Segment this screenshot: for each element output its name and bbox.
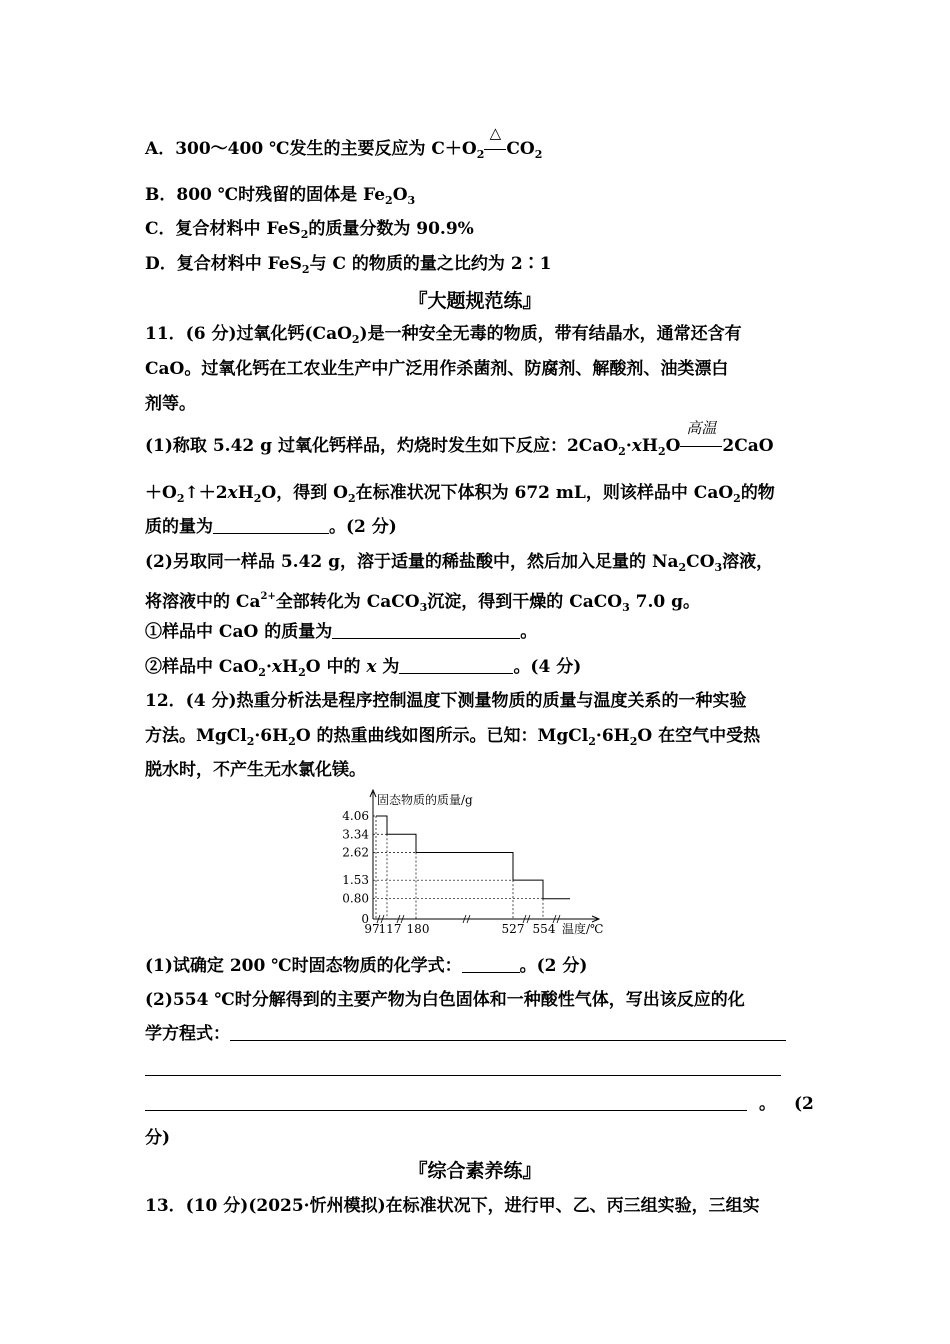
q12-part2-line1: (2)554 ℃时分解得到的主要产物为白色固体和一种酸性气体，写出该反应的化 bbox=[145, 990, 745, 1010]
q11-part1-line3: 质的量为 。(2 分) bbox=[145, 517, 397, 537]
answer-blank[interactable] bbox=[399, 657, 513, 674]
y-tick-label: 0.80 bbox=[342, 891, 369, 906]
q11-part2-line1: (2)另取同一样品 5.42 g，溶于适量的稀盐酸中，然后加入足量的 $Na_2CO_3$溶液， bbox=[145, 552, 774, 574]
q11-part1-line2: $+O_2↑+2xH_2O$，得到 $O_2$在标准状况下体积为 672 mL，则该样品中 CaO$_2$的物 bbox=[145, 483, 775, 505]
q12-part2-line3 bbox=[145, 1057, 781, 1081]
option-a: A．300～400 ℃发生的主要反应为 $C+O_2$ △ $CO_2$ bbox=[145, 124, 543, 161]
q11-line2: CaO。过氧化钙在工农业生产中广泛用作杀菌剂、防腐剂、解酸剂、油类漂白 bbox=[145, 359, 729, 379]
mass-curve bbox=[376, 816, 570, 899]
answer-blank[interactable] bbox=[145, 1094, 747, 1111]
y-tick-label: 4.06 bbox=[342, 809, 369, 823]
section-title-1: 『大题规范练』 bbox=[408, 290, 542, 312]
y-tick-label: 3.34 bbox=[342, 827, 369, 842]
option-b: B．800 ℃时残留的固体是 $Fe_2O_3$ bbox=[145, 185, 416, 207]
q13-line1: 13．(10 分)(2025·忻州模拟)在标准状况下，进行甲、乙、丙三组实验，三组实 bbox=[145, 1196, 760, 1216]
chart-axes bbox=[370, 790, 599, 923]
x-tick-label: 180 bbox=[406, 922, 430, 936]
y-tick-label: 2.62 bbox=[342, 845, 369, 860]
q12-line2: 方法。$MgCl_2\cdot 6H_2O$ 的热重曲线如图所示。已知：$MgCl_2\cdot 6H_2O$ 在空气中受热 bbox=[145, 726, 761, 748]
q12-line1: 12．(4 分)热重分析法是程序控制温度下测量物质的质量与温度关系的一种实验 bbox=[145, 691, 747, 711]
q12-score-end: 分) bbox=[145, 1128, 171, 1148]
chart-labels bbox=[342, 792, 603, 936]
y-tick-label: 1.53 bbox=[342, 873, 369, 888]
section-title-2: 『综合素养练』 bbox=[408, 1160, 542, 1182]
q11-line3: 剂等。 bbox=[145, 394, 196, 414]
option-d: D．复合材料中 FeS$_2$与 C 的物质的量之比约为 2∶1 bbox=[145, 254, 552, 276]
x-axis-label: 温度/℃ bbox=[562, 922, 604, 936]
answer-blank[interactable] bbox=[332, 622, 520, 639]
q11-line1: 11．(6 分)过氧化钙(CaO$_2$)是一种安全无毒的物质，带有结晶水，通常还含有 bbox=[145, 324, 742, 346]
chart-guides bbox=[373, 816, 543, 919]
x-tick-label: 527 bbox=[501, 922, 525, 936]
y-tick-label: 0 bbox=[361, 912, 369, 926]
answer-blank[interactable] bbox=[462, 956, 520, 973]
q12-part2-line2: 学方程式： bbox=[145, 1022, 786, 1046]
x-tick-label: 117 bbox=[378, 922, 402, 936]
answer-blank[interactable] bbox=[213, 517, 329, 534]
answer-blank[interactable] bbox=[230, 1024, 786, 1041]
q11-part2-sub1: ①样品中 CaO 的质量为 。 bbox=[145, 622, 538, 642]
option-c: C．复合材料中 FeS$_2$的质量分数为 90.9% bbox=[145, 219, 474, 241]
thermogravimetric-chart bbox=[330, 788, 620, 940]
q12-line3: 脱水时，不产生无水氯化镁。 bbox=[145, 760, 366, 780]
answer-blank[interactable] bbox=[145, 1059, 781, 1076]
q11-part1-line1: (1)称取 5.42 g 过氧化钙样品，灼烧时发生如下反应：$2CaO_2\cdot xH_2O$ 高温 2CaO bbox=[145, 419, 774, 458]
q12-part1: (1)试确定 200 ℃时固态物质的化学式： 。(2 分) bbox=[145, 956, 588, 976]
y-axis-label: 固态物质的质量/g bbox=[377, 793, 473, 807]
q12-part2-line4: 。 (2 bbox=[145, 1092, 814, 1116]
chart-curve bbox=[376, 816, 570, 899]
x-tick-label: 554 bbox=[532, 922, 556, 936]
x-tick-label: 97 bbox=[364, 922, 380, 936]
q11-part2-sub2: ②样品中 $CaO_2\cdot xH_2O$ 中的 x 为 。(4 分) bbox=[145, 657, 582, 679]
q11-part2-line2: 将溶液中的 $Ca^{2+}$全部转化为 CaCO$_3$沉淀，得到干燥的 CaCO$_3$ 7.0 g。 bbox=[145, 591, 701, 614]
